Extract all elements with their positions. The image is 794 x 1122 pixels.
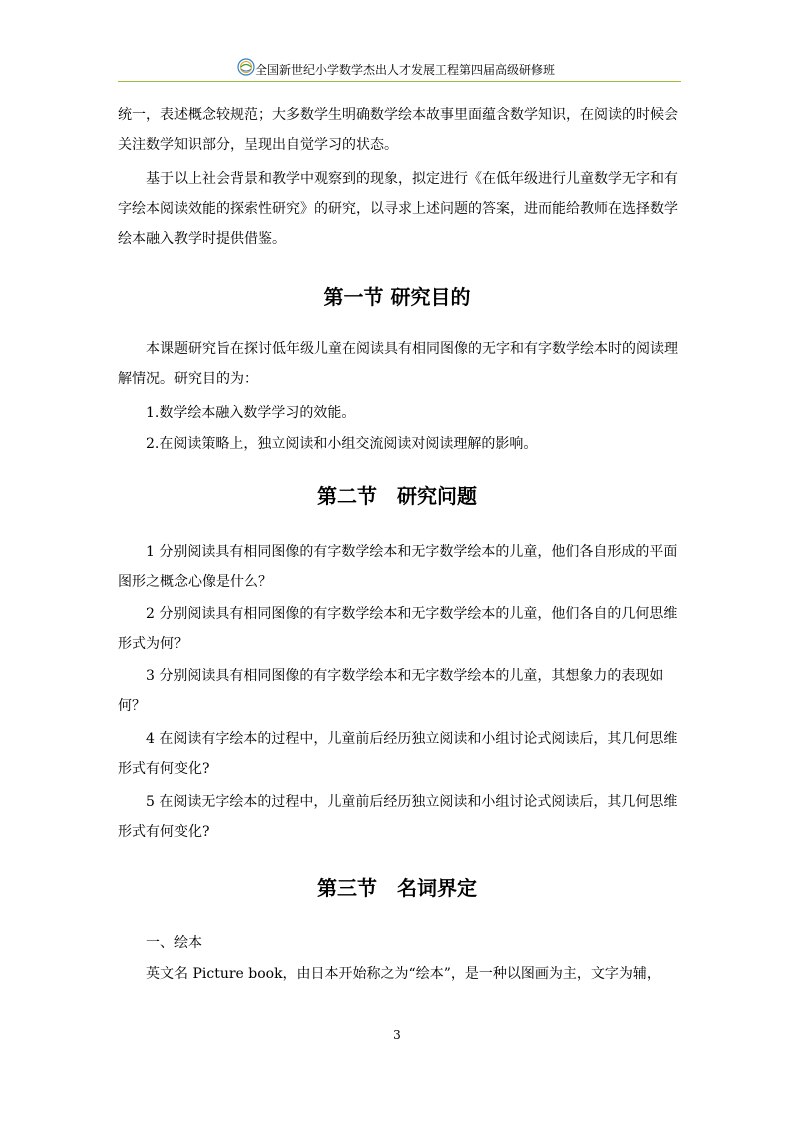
- question-item: 3 分别阅读具有相同图像的有字数学绘本和无字数学绘本的儿童，其想象力的表现如何？: [118, 668, 664, 714]
- definition-text: 英文名 Picture book，由日本开始称之为“绘本”，是一种以图画为主，文字为辅，: [146, 966, 661, 982]
- question-item: 5 在阅读无字绘本的过程中，儿童前后经历独立阅读和小组讨论式阅读后，其几何思维形式有何变化?: [118, 794, 678, 840]
- section1-intro: 本课题研究旨在探讨低年级儿童在阅读具有相同图像的无字和有字数学绘本时的阅读理解情况。研究目的为：: [118, 341, 678, 387]
- page-header: [118, 58, 681, 82]
- page-number: 3: [393, 1028, 401, 1042]
- paragraph-continued: 统一，表述概念较规范；大多数学生明确数学绘本故事里面蕴含数学知识，在阅读的时候会关注数学知识部分，呈现出自觉学习的状态。: [118, 107, 678, 153]
- list-item: 1.数学绘本融入数学学习的效能。: [146, 405, 356, 421]
- logo-icon: [237, 58, 255, 76]
- section-heading-3: 第三节 名词界定: [317, 876, 477, 900]
- question-item: 1 分别阅读具有相同图像的有字数学绘本和无字数学绘本的儿童，他们各自形成的平面图形之概念心像是什么？: [118, 544, 678, 590]
- subheading: 一、绘本: [146, 935, 202, 951]
- question-item: 4 在阅读有字绘本的过程中，儿童前后经历独立阅读和小组讨论式阅读后，其几何思维形式有何变化?: [118, 731, 678, 777]
- paragraph-background: 基于以上社会背景和教学中观察到的现象，拟定进行《在低年级进行儿童数学无字和有字绘本阅读效能的探索性研究》的研究，以寻求上述问题的答案，进而能给教师在选择数学绘本融入教学时提供借鉴。: [118, 171, 678, 247]
- section-heading-1: 第一节 研究目的: [323, 285, 471, 309]
- question-item: 2 分别阅读具有相同图像的有字数学绘本和无字数学绘本的儿童，他们各自的几何思维形式为何？: [118, 606, 678, 652]
- header-rule: [118, 81, 681, 82]
- list-item: 2.在阅读策略上，独立阅读和小组交流阅读对阅读理解的影响。: [146, 436, 538, 452]
- section-heading-2: 第二节 研究问题: [317, 484, 477, 508]
- header-title: 全国新世纪小学数学杰出人才发展工程第四届高级研修班: [255, 63, 556, 77]
